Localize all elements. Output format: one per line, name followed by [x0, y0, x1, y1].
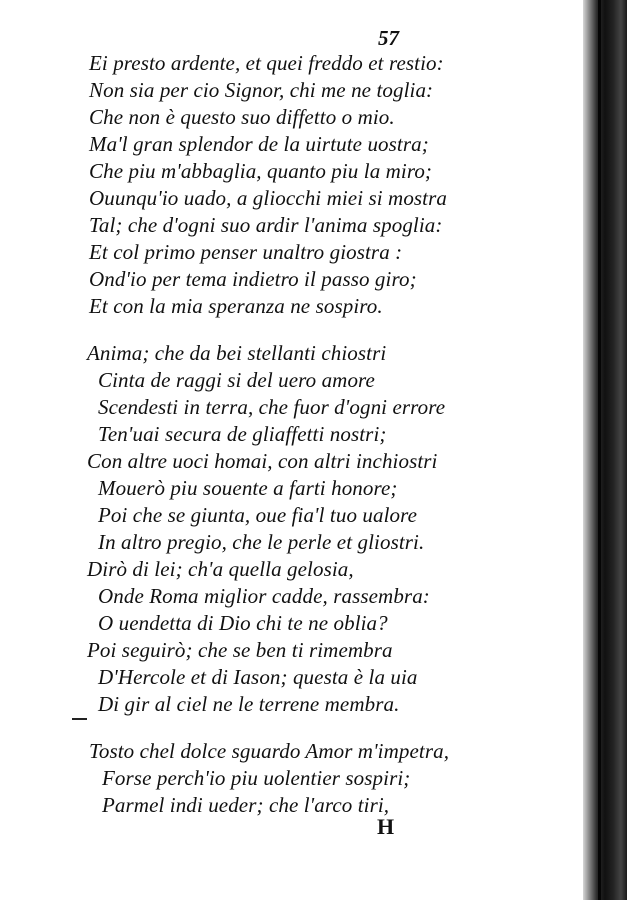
verse-line: O uendetta di Dio chi te ne oblia?	[98, 611, 388, 635]
verse-line: Non sia per cio Signor, chi me ne toglia:	[89, 78, 434, 102]
verse-line: Forse perch'io piu uolentier sospiri;	[102, 766, 411, 790]
verse-line: Ten'uai secura de gliaffetti nostri;	[98, 422, 387, 446]
verse-line: Parmel indi ueder; che l'arco tiri,	[102, 793, 390, 817]
verse-line: Cinta de raggi si del uero amore	[98, 368, 375, 392]
verse-line: Tal; che d'ogni suo ardir l'anima spoglia:	[89, 213, 443, 237]
verse-line: Et col primo penser unaltro giostra :	[89, 240, 403, 264]
verse-line: Onde Roma miglior cadde, rassembra:	[98, 584, 430, 608]
verse-line: Che piu m'abbaglia, quanto piu la miro;	[89, 159, 433, 183]
page-number: 57	[378, 26, 399, 50]
verse-line: In altro pregio, che le perle et gliostri.	[98, 530, 425, 554]
book-gutter-shadow	[598, 0, 601, 900]
verse-line: Poi che se giunta, oue fia'l tuo ualore	[98, 503, 418, 527]
verse-line: Ei presto ardente, et quei freddo et restio:	[89, 51, 444, 75]
verse-line: Ouunqu'io uado, a gliocchi miei si mostra	[89, 186, 447, 210]
verse-line: Con altre uoci homai, con altri inchiostri	[87, 449, 438, 473]
verse-line: D'Hercole et di Iason; questa è la uia	[98, 665, 418, 689]
signature-mark: H	[377, 814, 395, 839]
verse-line: Et con la mia speranza ne sospiro.	[89, 294, 383, 318]
verse-line: Ond'io per tema indietro il passo giro;	[89, 267, 417, 291]
verse-line: Tosto chel dolce sguardo Amor m'impetra,	[89, 739, 450, 763]
verse-line: Ma'l gran splendor de la uirtute uostra;	[89, 132, 429, 156]
verse-line: Di gir al ciel ne le terrene membra.	[98, 692, 400, 716]
verse-line: Anima; che da bei stellanti chiostri	[87, 341, 387, 365]
verse-line: Poi seguirò; che se ben ti rimembra	[87, 638, 393, 662]
verse-line: Dirò di lei; ch'a quella gelosia,	[87, 557, 354, 581]
book-gutter-edge	[583, 0, 627, 900]
margin-mark	[72, 718, 87, 720]
verse-line: Mouerò piu souente a farti honore;	[98, 476, 398, 500]
verse-line: Scendesti in terra, che fuor d'ogni errore	[98, 395, 446, 419]
verse-line: Che non è questo suo diffetto o mio.	[89, 105, 395, 129]
